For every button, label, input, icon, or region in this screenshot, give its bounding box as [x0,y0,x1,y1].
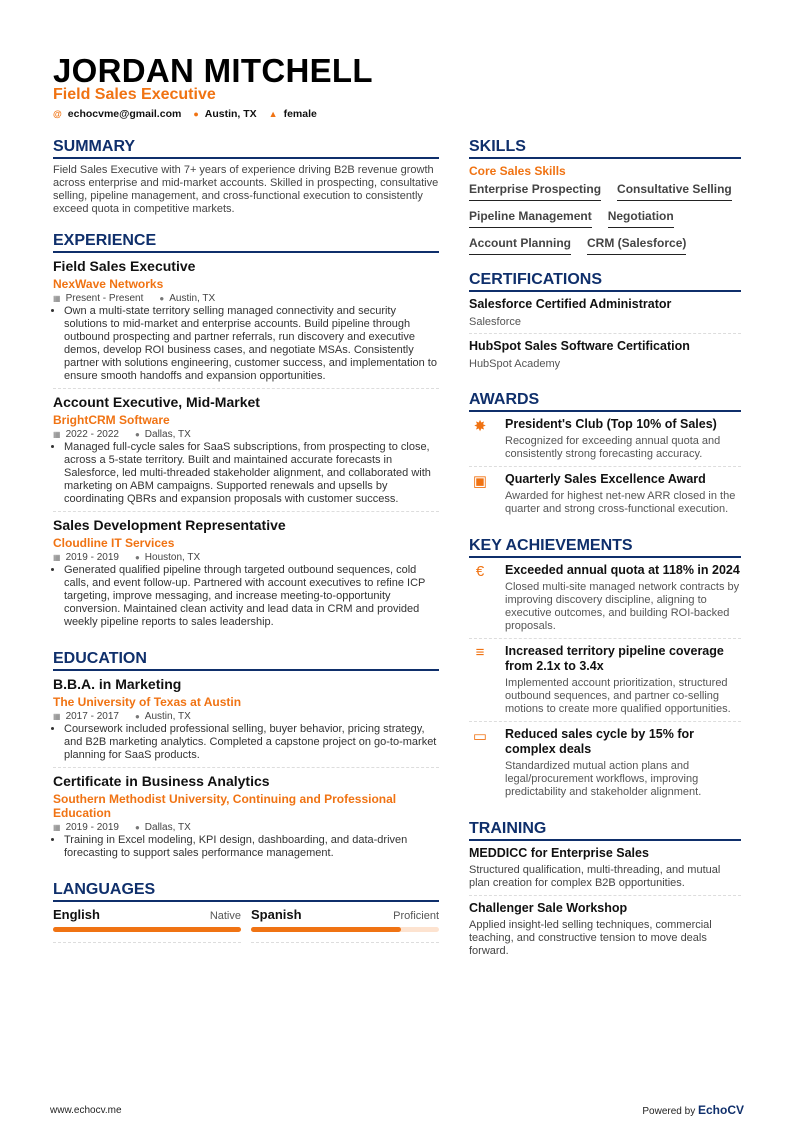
item-organization: The University of Texas at Austin [53,695,242,709]
email[interactable]: echocvme@gmail.com [67,108,182,120]
item-organization: Southern Methodist University, Continuing and Professional Education [53,792,397,820]
skill-group-title: Core Sales Skills [469,164,566,178]
location-pin-icon: ● [159,294,165,303]
item-description: Recognized for exceeding annual quota and consistently strong forecasting accuracy. [505,435,721,460]
person-icon: ▲ [268,109,278,119]
calendar-icon: ▦ [53,294,61,303]
certification-issuer: Salesforce [469,316,521,328]
certification-item [469,339,741,375]
training-description: Structured qualification, multi-threading, and mutual plan creation for complex B2B opportunities. [469,864,721,889]
item-title: Sales Development Representative [53,517,286,533]
item-organization: BrightCRM Software [53,413,170,427]
skills-section [469,138,741,255]
skill-tag: Negotiation [608,209,674,228]
calendar-icon: ▦ [53,823,61,832]
section-heading: TRAINING [469,820,741,841]
item-title: Increased territory pipeline coverage from 2.1x to 3.4x [505,644,724,673]
item-dates: 2022 - 2022 [65,429,119,440]
item-location: Austin, TX [144,711,191,722]
item-title: Quarterly Sales Excellence Award [505,472,706,486]
section-heading: SUMMARY [53,138,439,159]
certification-issuer: HubSpot Academy [469,358,561,370]
skill-tag: Pipeline Management [469,209,592,228]
skill-tag: Account Planning [469,236,571,255]
item-title: Exceeded annual quota at 118% in 2024 [505,563,740,577]
achievements-item [469,644,741,722]
right-column [469,138,741,979]
awards-section [469,391,741,521]
section-heading: CERTIFICATIONS [469,271,741,292]
experience-item [53,394,439,512]
candidate-title: Field Sales Executive [53,86,216,103]
item-title: B.B.A. in Marketing [53,676,182,692]
item-title: Account Executive, Mid-Market [53,394,260,410]
item-dates: 2019 - 2019 [65,552,119,563]
achievements-item [469,563,741,639]
location-pin-icon: ● [134,712,140,721]
language-level: Proficient [393,910,439,922]
certification-name: HubSpot Sales Software Certification [469,339,690,353]
item-description: Implemented account prioritization, structured outbound sequences, and partner co-selling motions to create more qualified opportunities. [505,677,731,715]
section-heading: SKILLS [469,138,741,159]
skill-tag: Enterprise Prospecting [469,182,601,201]
location-pin-icon: ● [134,553,140,562]
section-heading: EDUCATION [53,650,439,671]
item-bullet: • Managed full-cycle sales for SaaS subscriptions, from prospecting to close, across a 5-state territory. Built and maintained accurate forecasts in Salesforce, led multi-threaded stakeholder alignment, and collaborated with marketing on ABM campaigns. Supported renewals and upsells by coordinating QBRs and expansion proposals with customer success. [64,441,439,506]
proficiency-fill [251,927,401,932]
certification-item [469,297,741,334]
item-location: Dallas, TX [144,822,191,833]
proficiency-fill [53,927,241,932]
section-heading: LANGUAGES [53,881,439,902]
item-bullet: • Training in Excel modeling, KPI design, dashboarding, and data-driven forecasting to support sales performance management. [64,834,439,860]
powered-by-label: Powered by [642,1106,696,1117]
training-title: MEDDICC for Enterprise Sales [469,846,649,860]
language-name: Spanish [251,907,302,922]
training-item [469,846,741,896]
education-item [53,773,439,865]
calendar-icon: ▦ [53,430,61,439]
education-section [53,650,439,865]
item-organization: Cloudline IT Services [53,536,175,550]
experience-item [53,258,439,389]
location-pin-icon: ● [134,430,140,439]
item-bullet: • Generated qualified pipeline through targeted outbound sequences, cold calls, and event follow-up. Partnered with account executives to refine ICP targeting, improve messaging, and increase meeting-to-opportunity conversion. Maintained clean activity and lead data in CRM and provided weekly pipeline reports to sales leadership. [64,564,439,629]
calendar-icon: ▦ [53,553,61,562]
bug-icon: ✸ [473,418,487,435]
item-title: Reduced sales cycle by 15% for complex deals [505,727,694,756]
item-description: Standardized mutual action plans and legal/procurement workflows, improving predictability and stakeholder alignment. [505,760,702,798]
experience-section [53,232,439,634]
candidate-name: JORDAN MITCHELL [53,52,373,89]
section-heading: KEY ACHIEVEMENTS [469,537,741,558]
proficiency-bar [251,927,439,932]
item-location: Austin, TX [169,293,216,304]
training-section [469,820,741,963]
languages-section [53,881,439,943]
item-dates: Present - Present [65,293,144,304]
language-item [53,907,241,943]
awards-item [469,417,741,467]
file-euro-icon: € [475,563,485,580]
language-name: English [53,907,100,922]
item-title: Field Sales Executive [53,258,196,274]
training-item [469,901,741,963]
footer-website[interactable]: www.echocv.me [50,1105,122,1116]
achievements-item [469,727,741,804]
contact-info [53,108,317,120]
summary-text: Field Sales Executive with 7+ years of experience driving B2B revenue growth across enterprise and mid-market accounts. Skilled in prospecting, consultative selling, pipeline management, and cross-functional execution to consistently exceed quota in competitive markets. [53,164,439,215]
location-pin-icon: ● [193,109,199,119]
item-title: Certificate in Business Analytics [53,773,270,789]
item-dates: 2019 - 2019 [65,822,119,833]
item-dates: 2017 - 2017 [65,711,119,722]
footer-powered [642,1103,744,1117]
brand-logo: EchoCV [697,1103,744,1117]
experience-item [53,517,439,634]
item-bullet: • Coursework included professional selling, buyer behavior, pricing strategy, and B2B marketing analytics. Completed a capstone project on go-to-market planning for SaaS products. [64,723,439,762]
certifications-section [469,271,741,375]
proficiency-bar [53,927,241,932]
achievements-section [469,537,741,804]
language-item [251,907,439,943]
item-location: Houston, TX [144,552,201,563]
education-item [53,676,439,768]
summary-section [53,138,439,216]
awards-item [469,472,741,521]
menu-lines-icon: ≡ [475,644,485,661]
location-pin-icon: ● [134,823,140,832]
skill-tag: CRM (Salesforce) [587,236,686,255]
item-bullet: • Own a multi-state territory selling managed connectivity and security solutions to mid-market and enterprise accounts. Build pipeline through outbound prospecting and partner referrals, run discovery and executive demos, develop ROI business cases, and negotiate MSAs. Consistently partner with solutions engineering, customer success, and implementation to ensure smooth handoffs and expansion opportunities. [64,305,439,383]
file-search-icon: ▣ [472,473,488,490]
section-heading: AWARDS [469,391,741,412]
item-title: President's Club (Top 10% of Sales) [505,417,717,431]
language-level: Native [209,910,241,922]
training-title: Challenger Sale Workshop [469,901,628,915]
left-column [53,138,439,959]
at-icon: @ [53,109,62,119]
gender: female [283,108,317,120]
calendar-icon: ▦ [53,712,61,721]
training-description: Applied insight-led selling techniques, commercial teaching, and constructive tension to move deals forward. [469,919,712,957]
certification-name: Salesforce Certified Administrator [469,297,672,311]
skill-tag: Consultative Selling [617,182,732,201]
item-location: Dallas, TX [144,429,191,440]
item-description: Awarded for highest net-new ARR closed in the quarter and strong cross-functional execution. [505,490,736,515]
monitor-icon: ▭ [472,728,488,745]
item-description: Closed multi-site managed network contracts by improving discovery discipline, aligning to executive outcomes, and building ROI-backed proposals. [505,581,740,632]
location: Austin, TX [204,108,257,120]
section-heading: EXPERIENCE [53,232,439,253]
item-organization: NexWave Networks [53,277,164,291]
